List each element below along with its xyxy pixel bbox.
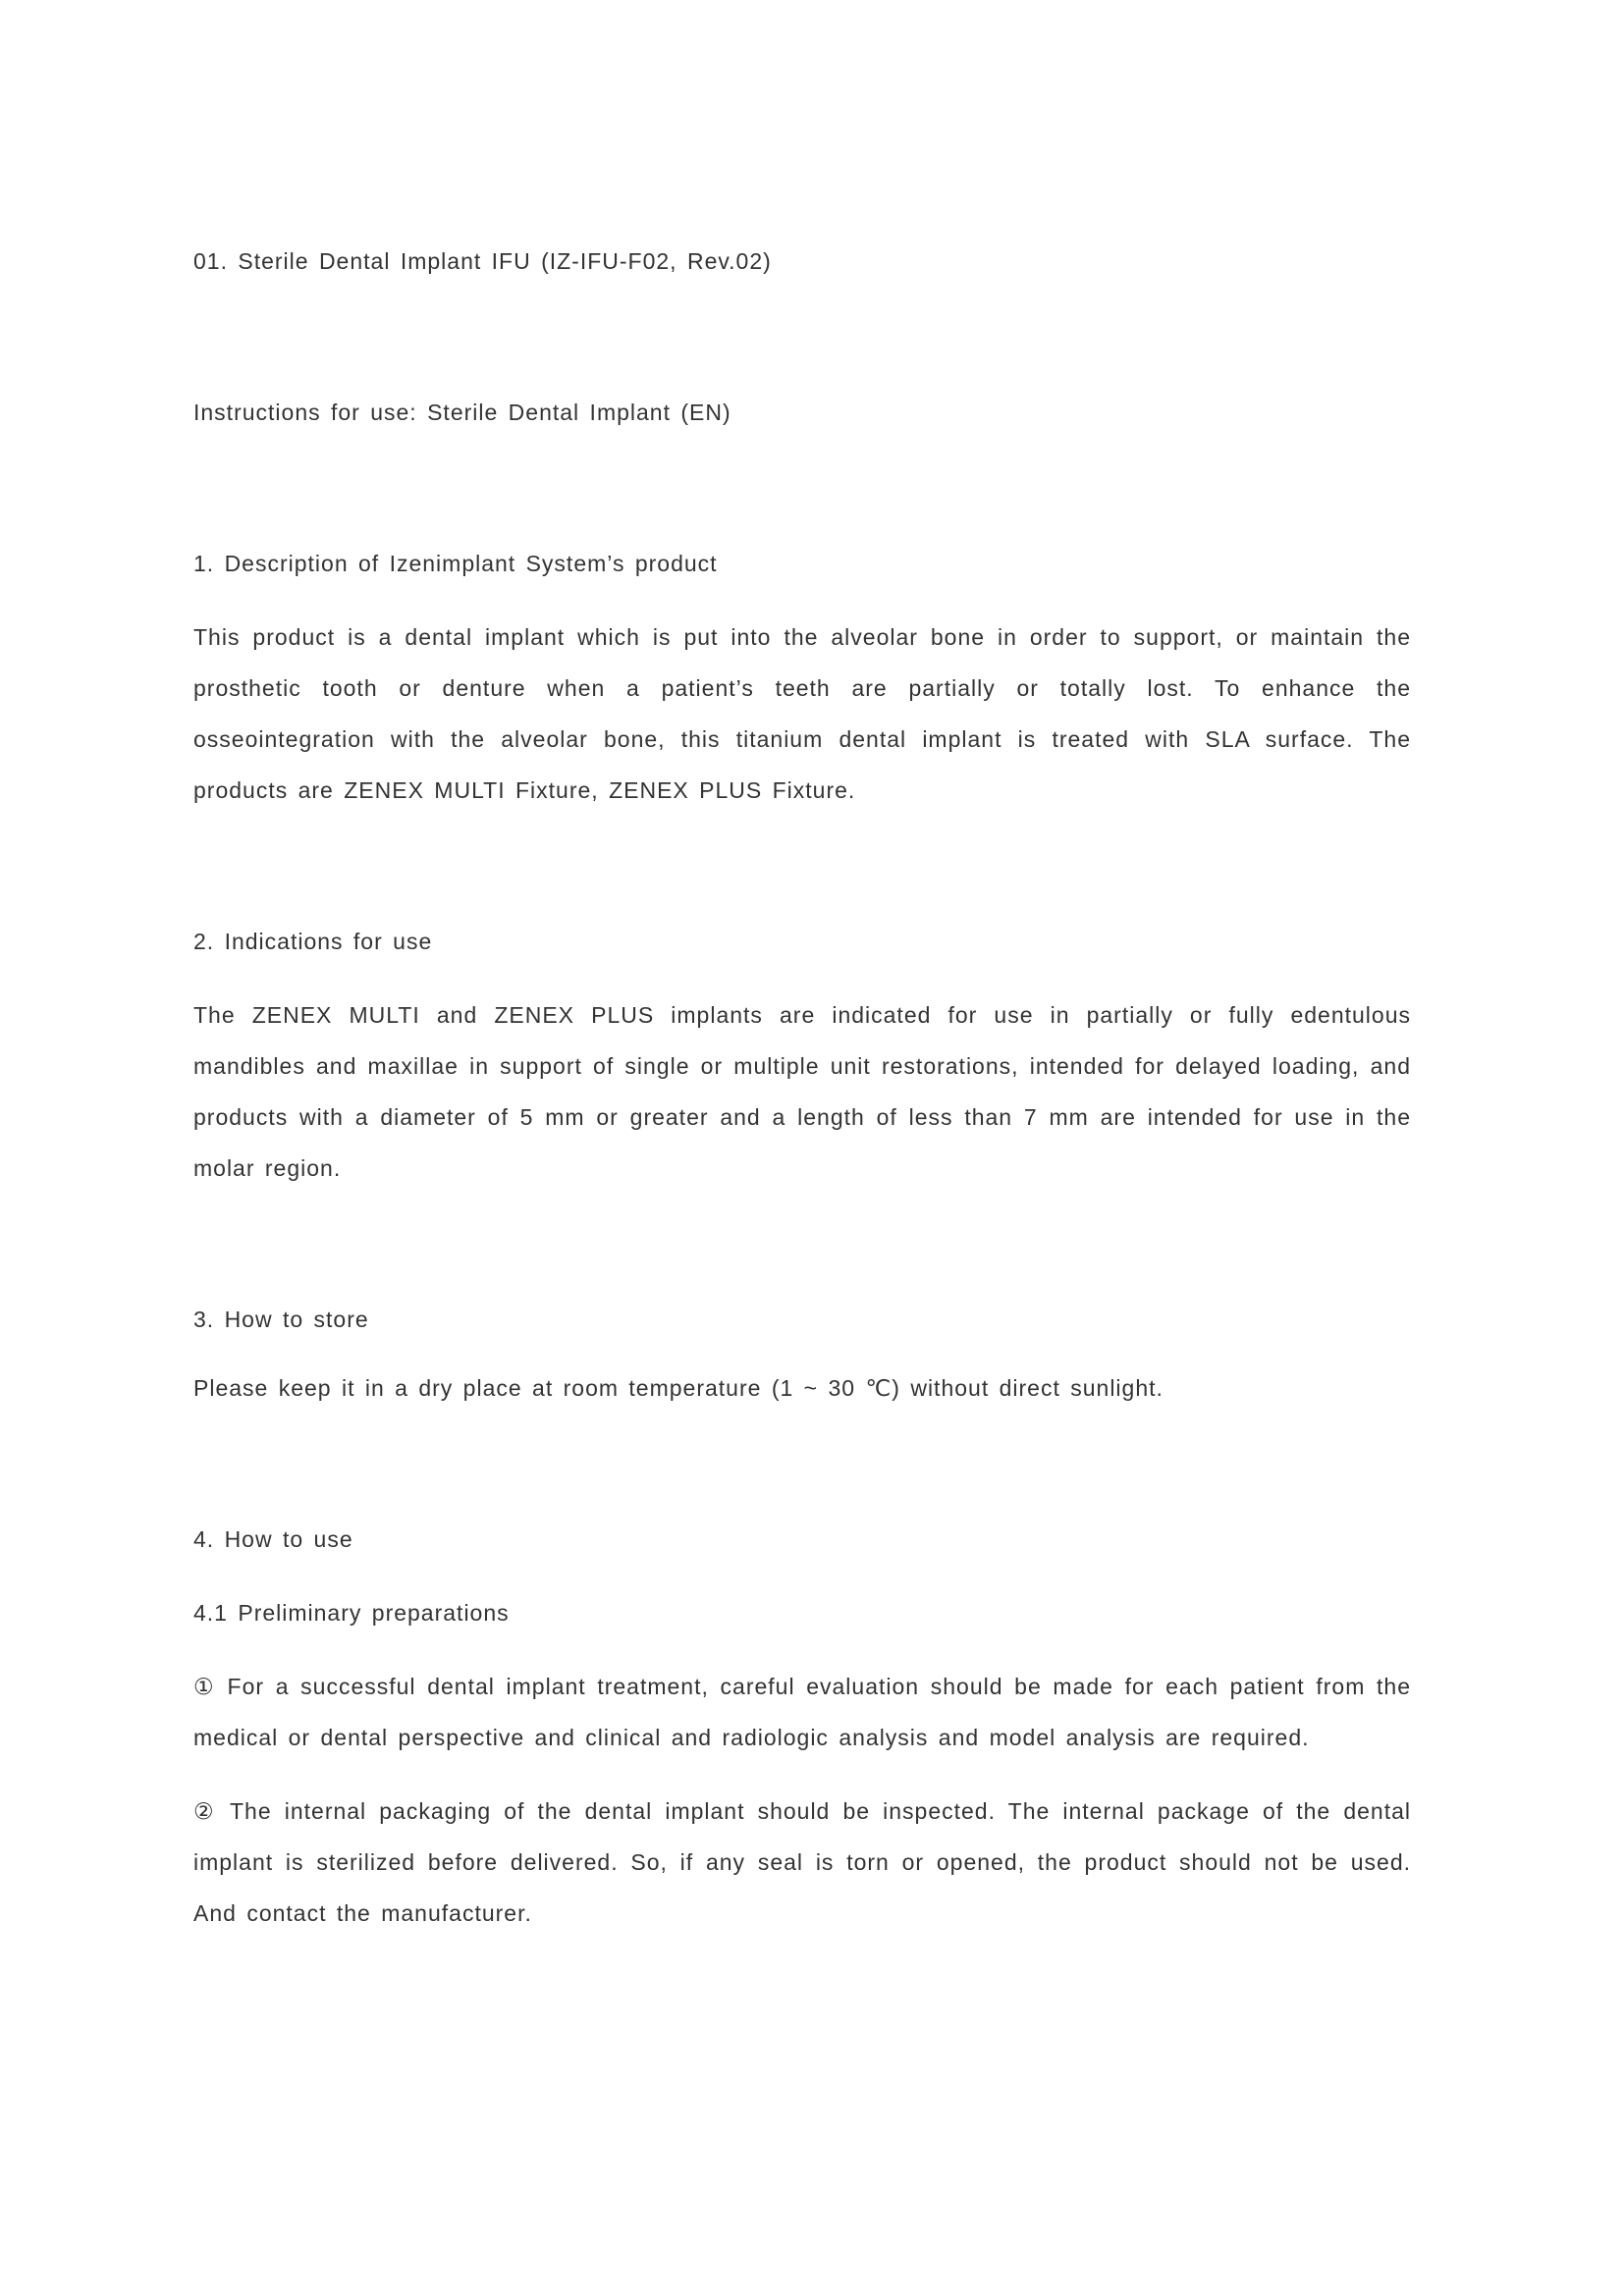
section-4-heading: 4. How to use [193,1526,353,1552]
document-title: 01. Sterile Dental Implant IFU (IZ-IFU-F02, Rev.02) [193,248,772,274]
section-3-heading: 3. How to store [193,1307,369,1332]
section-1-paragraph: This product is a dental implant which is put into the alveolar bone in order to support, or maintain the prosthetic tooth or denture when a patient’s teeth are partially or totally lost. To enhance the osseointegration with the alveolar bone, this titanium dental implant is treated with SLA surface. The products are ZENEX MULTI Fixture, ZENEX PLUS Fixture. [193,624,1411,803]
section-4-1-heading: 4.1 Preliminary preparations [193,1600,510,1626]
section-2-paragraph: The ZENEX MULTI and ZENEX PLUS implants are indicated for use in partially or fully edentulous mandibles and maxillae in support of single or multiple unit restorations, intended for delayed loading, and products with a diameter of 5 mm or greater and a length of less than 7 mm are intended for use in the molar region. [193,1002,1411,1181]
section-1-heading: 1. Description of Izenimplant System’s product [193,551,718,576]
section-2-heading: 2. Indications for use [193,929,433,954]
document-subtitle: Instructions for use: Sterile Dental Implant (EN) [193,400,731,425]
section-3-paragraph: Please keep it in a dry place at room temperature (1 ~ 30 ℃) without direct sunlight. [193,1375,1164,1401]
section-4-1-item-2: ② The internal packaging of the dental implant should be inspected. The internal package of the dental implant is sterilized before delivered. So, if any seal is torn or opened, the product should not be used. And contact the manufacturer. [193,1798,1411,1926]
section-4-1-item-1: ① For a successful dental implant treatment, careful evaluation should be made for each patient from the medical or dental perspective and clinical and radiologic analysis and model analysis are required. [193,1674,1411,1750]
